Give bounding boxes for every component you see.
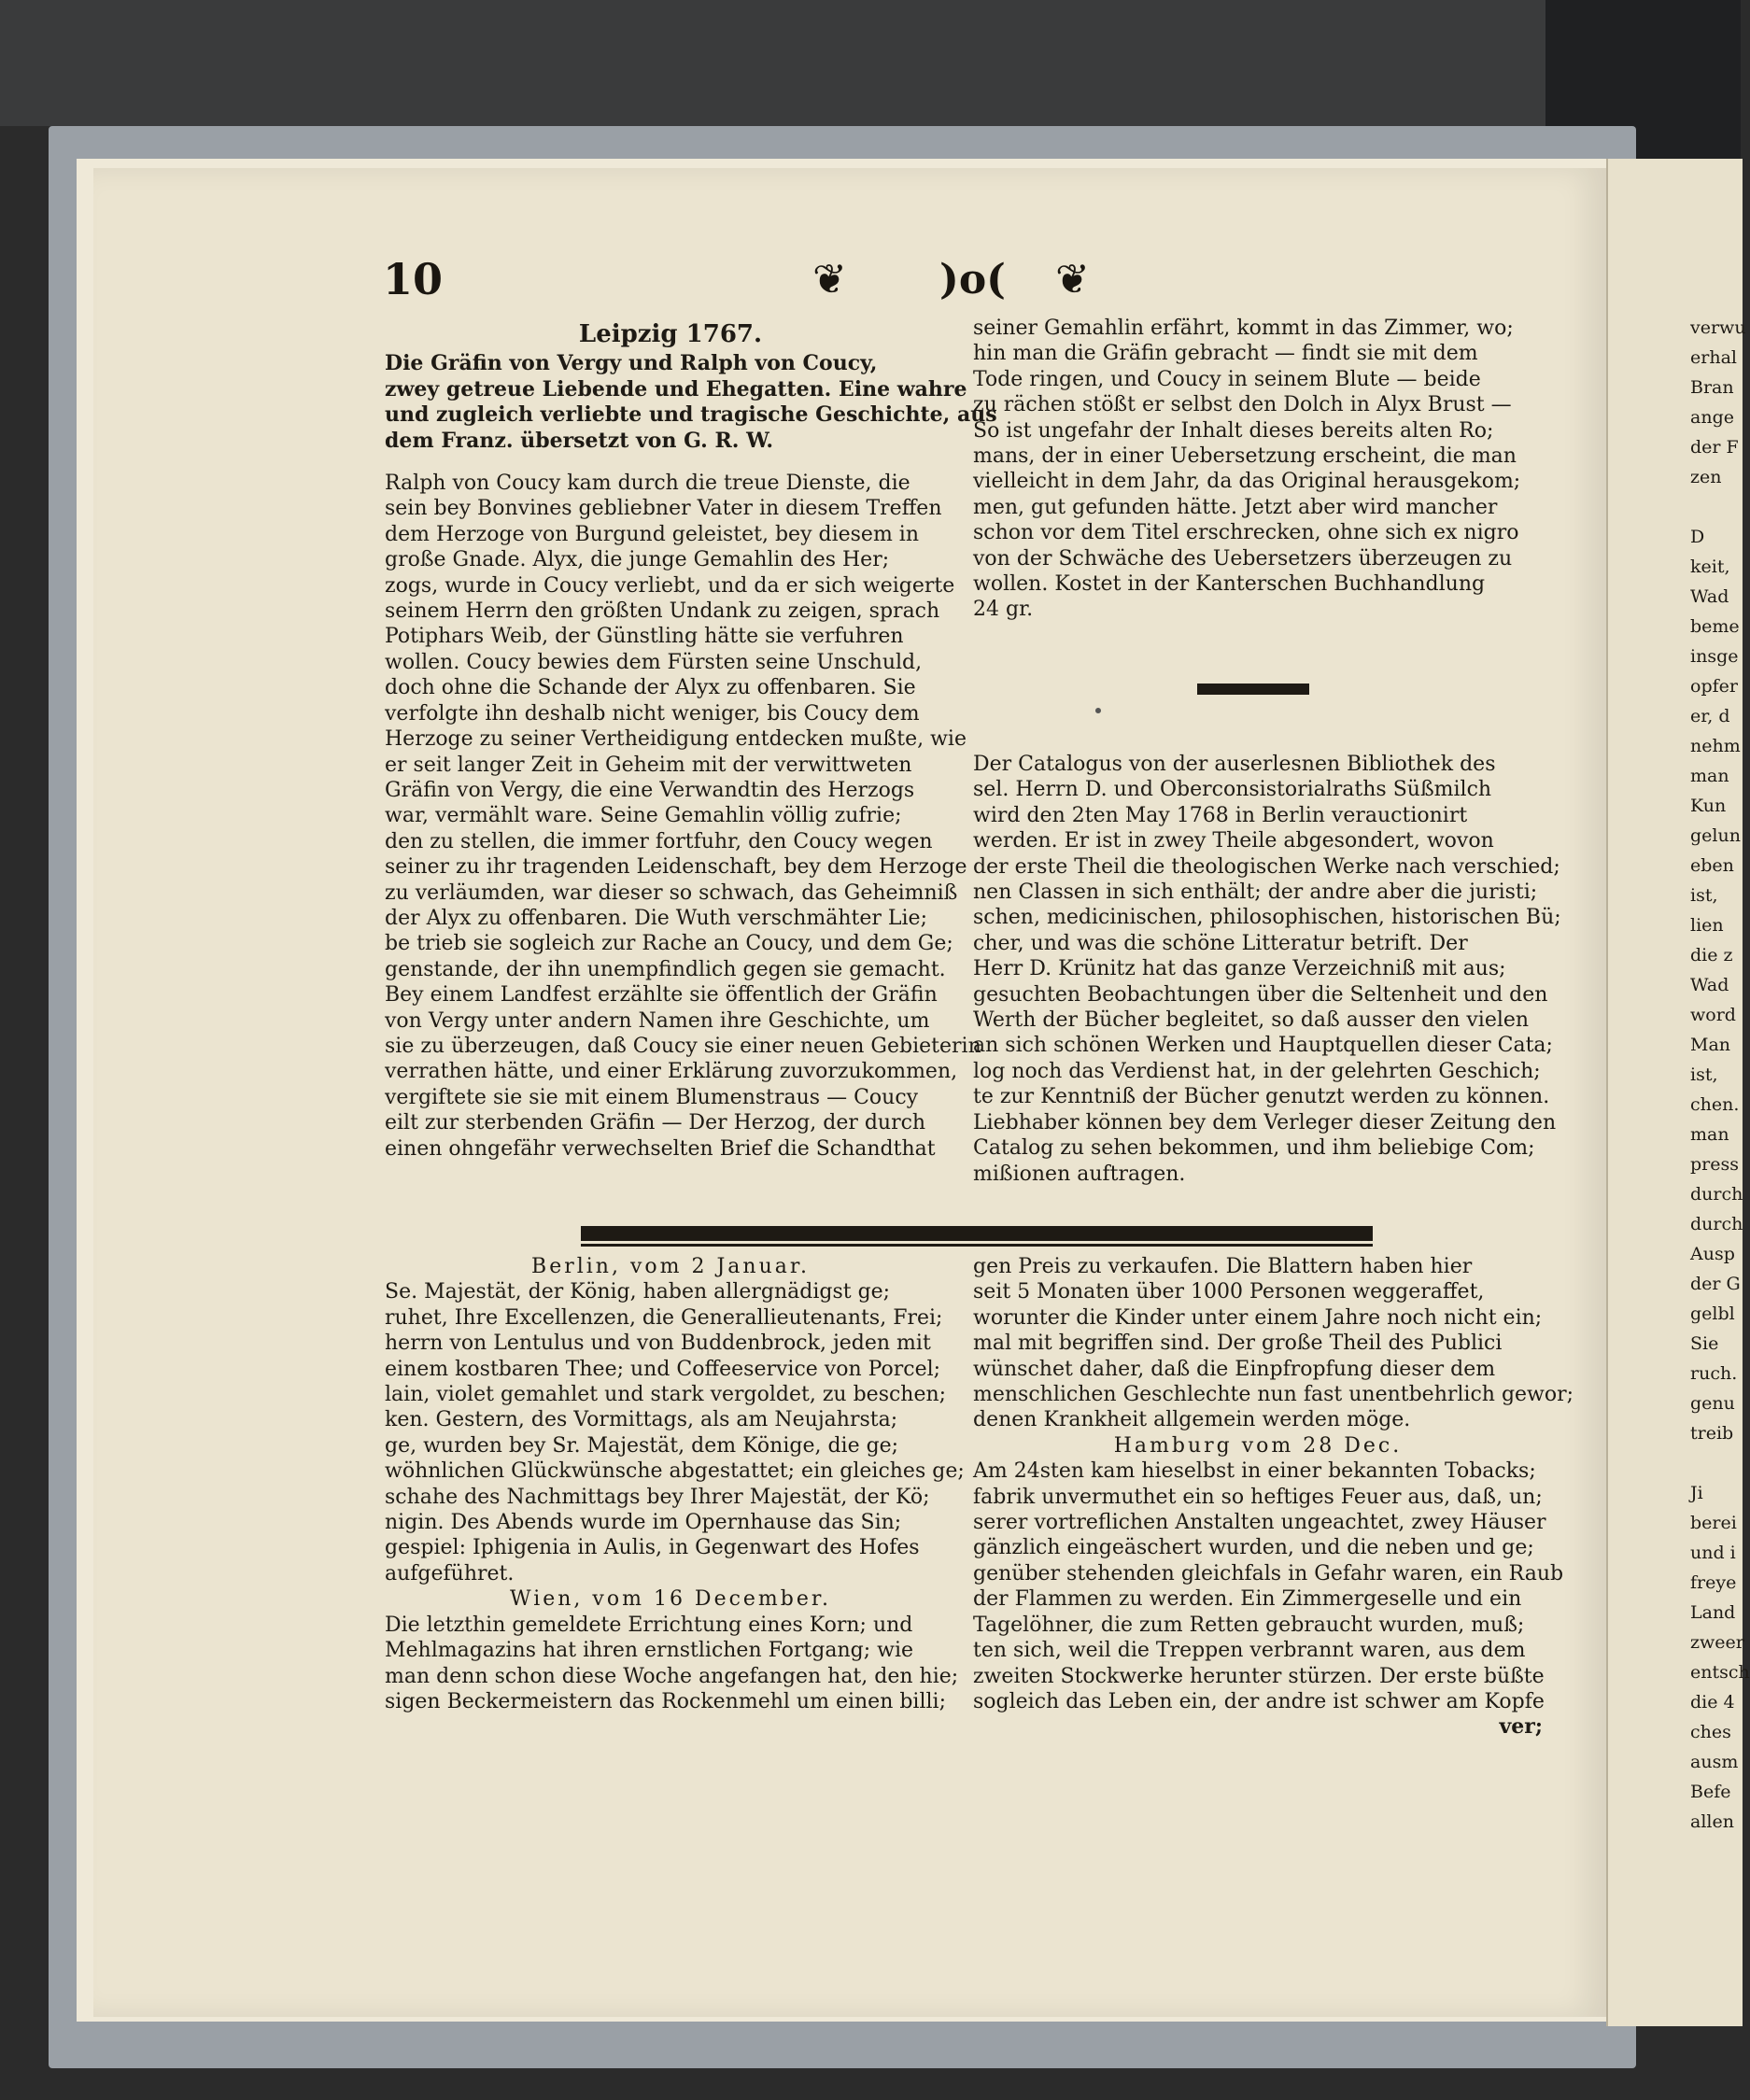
ornament-center-icon: )o( (939, 256, 1006, 303)
text-line: Herr D. Krünitz hat das ganze Verzeichniß mit aus; (973, 957, 1506, 981)
adjacent-page-fragment: Wad (1690, 975, 1729, 995)
text-line: te zur Kenntniß der Bücher genutzt werden zu können. (973, 1085, 1550, 1109)
adjacent-page-fragment: word (1690, 1005, 1736, 1025)
text-line: ken. Gestern, des Vormittags, als am Neujahrsta; (385, 1408, 898, 1432)
section-rule (1197, 684, 1309, 695)
wien-heading: Wien, vom 16 December. (509, 1587, 831, 1612)
adjacent-page-fragment: treib (1690, 1423, 1734, 1444)
text-line: men, gut gefunden hätte. Jetzt aber wird mancher (973, 495, 1498, 519)
text-line: mal mit begriffen sind. Der große Theil des Publici (973, 1332, 1503, 1356)
text-line: seit 5 Monaten über 1000 Personen weggeraffet, (973, 1280, 1485, 1304)
title-line: dem Franz. übersetzt von G. R. W. (385, 428, 774, 453)
text-line: der erste Theil die theologischen Werke nach verschied; (973, 854, 1560, 879)
text-line: gespiel: Iphigenia in Aulis, in Gegenwart des Hofes (385, 1536, 920, 1560)
ornament-left-icon: ❦ (812, 256, 847, 303)
adjacent-page (1606, 159, 1750, 2026)
page-number: 10 (383, 254, 444, 304)
text-line: verrathen hätte, und einer Erklärung zuvorzukommen, (385, 1060, 958, 1084)
text-line: von der Schwäche des Uebersetzers überzeugen zu (973, 546, 1513, 571)
column-rule (581, 1226, 1373, 1241)
adjacent-page-fragment: Wad (1690, 586, 1729, 607)
text-line: genüber stehenden gleichfals in Gefahr waren, ein Raub (973, 1561, 1564, 1586)
text-line: werden. Er ist in zwey Theile abgesondert, wovon (973, 829, 1494, 853)
adjacent-page-fragment (1690, 1448, 1743, 1478)
adjacent-page-fragment: beme (1690, 616, 1740, 637)
text-line: mißionen auftragen. (973, 1162, 1186, 1186)
text-line: wird den 2ten May 1768 in Berlin verauctionirt (973, 803, 1468, 827)
text-line: vielleicht in dem Jahr, da das Original herausgekom; (973, 470, 1521, 494)
backdrop (0, 0, 1741, 126)
text-line: Tode ringen, und Coucy in seinem Blute — beide (973, 367, 1481, 391)
text-line: gänzlich eingeäschert wurden, und die neben und ge; (973, 1536, 1534, 1560)
text-line: sigen Beckermeistern das Rockenmehl um einen billi; (385, 1689, 946, 1713)
text-line: große Gnade. Alyx, die junge Gemahlin des Her; (385, 548, 890, 572)
wien-news-continuation (973, 1254, 1574, 1433)
text-line: nigin. Des Abends wurde im Opernhause das Sin; (385, 1511, 902, 1535)
text-line: Mehlmagazins hat ihren ernstlichen Fortgang; wie (385, 1639, 914, 1663)
adjacent-page-fragment: berei (1690, 1513, 1737, 1533)
text-line: ruhet, Ihre Excellenzen, die Generallieutenants, Frei; (385, 1305, 943, 1330)
text-line: mans, der in einer Uebersetzung erscheint, die man (973, 444, 1517, 469)
adjacent-page-fragment: ruch. (1690, 1363, 1738, 1384)
title-line: zwey getreue Liebende und Ehegatten. Eine wahre (385, 376, 967, 402)
text-line: fabrik unvermuthet ein so heftiges Feuer aus, daß, un; (973, 1485, 1543, 1509)
text-line: Liebhaber können bey dem Verleger dieser Zeitung den (973, 1110, 1557, 1135)
text-line: sel. Herrn D. und Oberconsistorialraths Süßmilch (973, 778, 1492, 802)
text-line: worunter die Kinder unter einem Jahre noch nicht ein; (973, 1305, 1543, 1330)
text-line: wollen. Coucy bewies dem Fürsten seine Unschuld, (385, 650, 923, 674)
adjacent-page-fragment: keit, (1690, 557, 1730, 577)
text-line: wollen. Kostet in der Kanterschen Buchhandlung (973, 572, 1486, 597)
text-line: eilt zur sterbenden Gräfin — Der Herzog, der durch (385, 1111, 926, 1135)
text-line: lain, violet gemahlet und stark vergoldet, zu beschen; (385, 1383, 947, 1407)
adjacent-page-fragment: Ausp (1690, 1244, 1735, 1264)
text-line: ten sich, weil die Treppen verbrannt waren, aus dem (973, 1639, 1526, 1663)
text-line: Se. Majestät, der König, haben allergnädigst ge; (385, 1280, 891, 1304)
text-line: schahe des Nachmittags bey Ihrer Majestät, der Kö; (385, 1485, 930, 1509)
text-line: der Flammen zu werden. Ein Zimmergeselle und ein (973, 1587, 1522, 1612)
text-line: denen Krankheit allgemein werden möge. (973, 1408, 1411, 1432)
adjacent-page-fragment: zweer (1690, 1632, 1744, 1653)
berlin-heading: Berlin, vom 2 Januar. (531, 1255, 810, 1278)
book-title (385, 351, 997, 454)
text-line: nen Classen in sich enthält; der andre aber die juristi; (973, 881, 1538, 905)
column-rule-thin (581, 1244, 1373, 1247)
text-line: serer vortreflichen Anstalten ungeachtet, zwey Häuser (973, 1511, 1546, 1535)
wien-news (385, 1613, 959, 1715)
hamburg-heading: Hamburg vom 28 Dec. (1113, 1433, 1403, 1458)
text-line: der Alyx zu offenbaren. Die Wuth verschmähter Lie; (385, 906, 927, 930)
text-line: an sich schönen Werken und Hauptquellen dieser Cata; (973, 1034, 1553, 1058)
text-line: genstande, der ihn unempfindlich gegen sie gemacht. (385, 957, 946, 981)
adjacent-page-fragment: nehm (1690, 736, 1741, 756)
text-line: cher, und was die schöne Litteratur betrift. Der (973, 931, 1468, 955)
review-body (385, 471, 981, 1162)
adjacent-page-fragment: durch (1690, 1214, 1743, 1234)
adjacent-page-fragment: verwu (1690, 317, 1746, 338)
text-line: Die letzthin gemeldete Errichtung eines Korn; und (385, 1613, 913, 1637)
text-line: schon vor dem Titel erschrecken, ohne sich ex nigro (973, 521, 1519, 545)
text-line: Der Catalogus von der auserlesnen Bibliothek des (973, 753, 1496, 776)
text-line: Potiphars Weib, der Günstling hätte sie verfuhren (385, 625, 904, 649)
ornament-right-icon: ❦ (1055, 256, 1090, 303)
text-line: hin man die Gräfin gebracht — findt sie mit dem (973, 342, 1478, 366)
text-line: sein bey Bonvines gebliebner Vater in diesem Treffen (385, 497, 942, 521)
adjacent-page-fragment: allen (1690, 1811, 1734, 1832)
adjacent-page-fragment: der G (1690, 1274, 1741, 1294)
adjacent-page-fragment: Bran (1690, 377, 1734, 398)
adjacent-page-fragment: Befe (1690, 1782, 1731, 1802)
lower-right-column (973, 1254, 1574, 1741)
adjacent-page-fragment: gelun (1690, 825, 1741, 846)
text-line: verfolgte ihn deshalb nicht weniger, bis Coucy dem (385, 701, 920, 726)
adjacent-page-fragment: ches (1690, 1722, 1731, 1742)
adjacent-page-fragment: gelbl (1690, 1304, 1735, 1324)
title-line: und zugleich verliebte und tragische Geschichte, aus (385, 402, 997, 428)
adjacent-page-fragment: und i (1690, 1543, 1736, 1563)
adjacent-page-fragment: opfer (1690, 676, 1738, 697)
adjacent-page-fragment: zen (1690, 467, 1722, 487)
adjacent-page-fragment: insge (1690, 646, 1739, 667)
adjacent-page-fragment: ist, (1690, 885, 1718, 906)
lower-left-column (385, 1254, 965, 1714)
text-line: log noch das Verdienst hat, in der gelehrten Geschich; (973, 1059, 1541, 1083)
text-line: doch ohne die Schande der Alyx zu offenbaren. Sie (385, 676, 916, 700)
text-line: gen Preis zu verkaufen. Die Blattern haben hier (973, 1255, 1473, 1278)
adjacent-page-fragment: er, d (1690, 706, 1730, 726)
adjacent-page-fragment: D (1690, 527, 1705, 547)
text-line: Herzoge zu seiner Vertheidigung entdecken mußte, wie (385, 727, 967, 752)
text-line: Werth der Bücher begleitet, so daß ausser den vielen (973, 1008, 1530, 1033)
text-line: Catalog zu sehen bekommen, und ihm beliebige Com; (973, 1136, 1535, 1161)
text-line: menschlichen Geschlechte nun fast unentbehrlich gewor; (973, 1383, 1574, 1407)
catalogue-notice (973, 752, 1561, 1187)
text-line: aufgeführet. (385, 1561, 515, 1586)
text-line: sogleich das Leben ein, der andre ist schwer am Kopfe (973, 1689, 1545, 1713)
text-line: seiner Gemahlin erfährt, kommt in das Zimmer, wo; (973, 317, 1514, 340)
text-line: ge, wurden bey Sr. Majestät, dem Könige, die ge; (385, 1433, 899, 1458)
left-column (385, 320, 997, 1162)
adjacent-page-fragment: Man (1690, 1035, 1731, 1055)
adjacent-page-fragment: eben (1690, 855, 1734, 876)
hamburg-news (973, 1459, 1564, 1714)
adjacent-page-fragment: entsch (1690, 1662, 1750, 1683)
adjacent-page-fragment: Ji (1690, 1483, 1703, 1503)
adjacent-page-fragment: man (1690, 766, 1729, 786)
text-line: So ist ungefahr der Inhalt dieses bereits alten Ro; (973, 418, 1494, 443)
adjacent-page-fragment: erhal (1690, 347, 1737, 368)
adjacent-page-fragment: Sie (1690, 1333, 1719, 1354)
adjacent-page-fragment: Land (1690, 1602, 1736, 1623)
text-line: Bey einem Landfest erzählte sie öffentlich der Gräfin (385, 983, 938, 1008)
text-line: einen ohngefähr verwechselten Brief die Schandthat (385, 1136, 936, 1161)
page-header (383, 254, 1541, 319)
adjacent-page-fragment: ange (1690, 407, 1734, 428)
adjacent-page-fragment: ausm (1690, 1752, 1739, 1772)
text-line: den zu stellen, die immer fortfuhr, den Coucy wegen (385, 829, 933, 853)
adjacent-page-fragment: freye (1690, 1572, 1737, 1593)
adjacent-page-fragment: man (1690, 1124, 1729, 1145)
text-line: zogs, wurde in Coucy verliebt, und da er sich weigerte (385, 573, 955, 598)
text-line: zweiten Stockwerke herunter stürzen. Der erste büßte (973, 1664, 1545, 1688)
text-line: einem kostbaren Thee; und Coffeeservice von Porcel; (385, 1357, 941, 1381)
text-line: Gräfin von Vergy, die eine Verwandtin des Herzogs (385, 778, 915, 802)
text-line: Am 24sten kam hieselbst in einer bekannten Tobacks; (973, 1459, 1536, 1484)
text-line: wünschet daher, daß die Einpfropfung dieser dem (973, 1357, 1496, 1381)
adjacent-page-fragment: ist, (1690, 1064, 1718, 1085)
text-line: seiner zu ihr tragenden Leidenschaft, bey dem Herzoge (385, 855, 967, 880)
right-column (973, 316, 1543, 623)
text-line: seinem Herrn den größten Undank zu zeigen, sprach (385, 599, 940, 624)
adjacent-page-fragment: Kun (1690, 796, 1727, 816)
adjacent-page-fragment: press (1690, 1154, 1739, 1175)
adjacent-page-fragment: durch (1690, 1184, 1743, 1205)
adjacent-page-fragment: lien (1690, 915, 1724, 936)
adjacent-page-fragment: die 4 (1690, 1692, 1735, 1712)
review-continuation (973, 316, 1543, 623)
catalogue-body (973, 752, 1561, 1187)
ink-speck (1095, 708, 1101, 713)
text-line: sie zu überzeugen, daß Coucy sie einer neuen Gebieterin (385, 1034, 981, 1058)
text-line: Tagelöhner, die zum Retten gebraucht wurden, muß; (973, 1613, 1525, 1637)
text-line: herrn von Lentulus und von Buddenbrock, jeden mit (385, 1332, 931, 1356)
adjacent-page-fragment (1690, 492, 1743, 522)
text-line: zu rächen stößt er selbst den Dolch in Alyx Brust — (973, 393, 1512, 417)
berlin-news (385, 1279, 965, 1586)
text-line: er seit langer Zeit in Geheim mit der verwittweten (385, 753, 912, 777)
adjacent-page-fragment: die z (1690, 945, 1733, 965)
text-line: wöhnlichen Glückwünsche abgestattet; ein gleiches ge; (385, 1459, 965, 1484)
text-line: be trieb sie sogleich zur Rache an Coucy, und dem Ge; (385, 932, 953, 956)
adjacent-page-fragment: genu (1690, 1393, 1735, 1414)
catchword: ver; (1499, 1714, 1543, 1740)
dateline: Leipzig 1767. (578, 320, 763, 348)
text-line: vergiftete sie sie mit einem Blumenstraus — Coucy (385, 1085, 919, 1109)
text-line: dem Herzoge von Burgund geleistet, bey diesem in (385, 522, 919, 546)
text-line: war, vermählt ware. Seine Gemahlin völlig zufrie; (385, 804, 902, 828)
text-line: zu verläumden, war dieser so schwach, das Geheimniß (385, 881, 958, 905)
text-line: 24 gr. (973, 598, 1034, 622)
title-line: Die Gräfin von Vergy und Ralph von Coucy, (385, 351, 878, 376)
text-line: schen, medicinischen, philosophischen, historischen Bü; (973, 906, 1561, 930)
text-line: man denn schon diese Woche angefangen hat, den hie; (385, 1664, 959, 1688)
adjacent-page-fragment: der F (1690, 437, 1739, 458)
text-line: gesuchten Beobachtungen über die Seltenheit und den (973, 982, 1548, 1007)
adjacent-page-fragment: chen. (1690, 1094, 1740, 1115)
text-line: von Vergy unter andern Namen ihre Geschichte, um (385, 1008, 930, 1033)
text-line: Ralph von Coucy kam durch die treue Dienste, die (385, 472, 910, 496)
